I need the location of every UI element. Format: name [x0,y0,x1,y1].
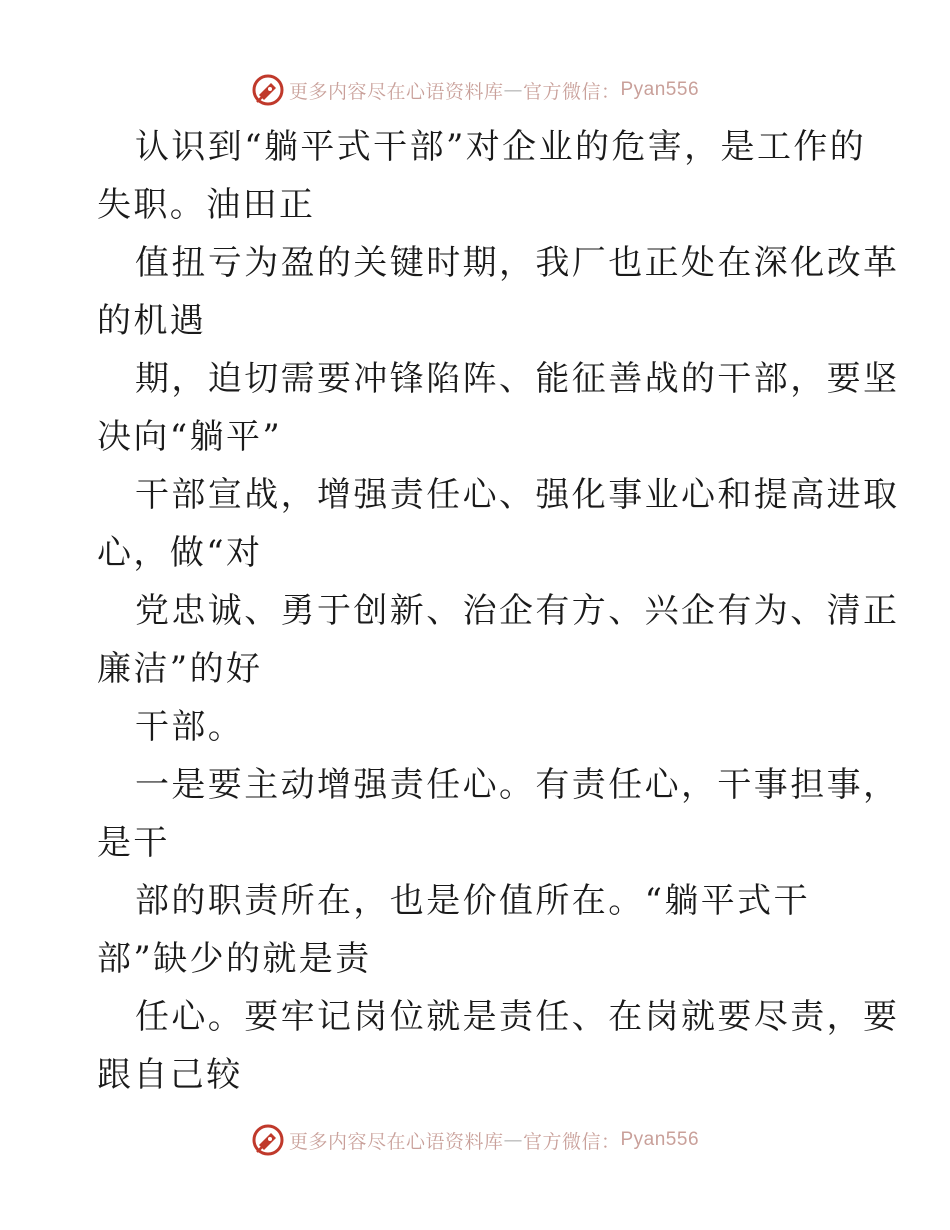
footer-watermark [0,1120,950,1160]
document-body [97,118,900,1104]
text-line: 决向“躺平” [97,417,283,457]
text-line: 部”缺少的就是责 [97,939,372,979]
text-line: 的机遇 [97,301,207,341]
text-line: 跟自己较 [97,1055,243,1095]
watermark-label: 官方微信： [522,1130,621,1153]
watermark-label: 官方微信： [522,80,621,103]
text-line: 干部。 [135,707,245,747]
watermark-separator: — [503,79,523,101]
text-line: 失职。油田正 [97,185,316,225]
text-line: 心，做“对 [97,533,263,573]
text-line: 是干 [97,823,170,863]
text-line: 廉洁”的好 [97,649,263,689]
text-line: 值扭亏为盈的关键时期，我厂也正处在深化改革 [135,243,900,283]
watermark-wechat-id: Pyan556 [620,1129,700,1150]
watermark-separator: — [503,1129,523,1151]
text-line: 期，迫切需要冲锋陷阵、能征善战的干部，要坚 [135,359,900,399]
header-watermark [0,70,950,110]
text-line: 党忠诚、勇于创新、治企有方、兴企有为、清正 [135,591,900,631]
watermark-wechat-id: Pyan556 [620,79,700,100]
text-line: 一是要主动增强责任心。有责任心，干事担事， [135,765,900,805]
text-line: 认识到“躺平式干部”对企业的危害，是工作的 [135,127,867,167]
pen-nib-logo-icon [251,73,285,107]
watermark-title: 更多内容尽在心语资料库 [288,80,504,103]
text-line: 干部宣战，增强责任心、强化事业心和提高进取 [135,475,900,515]
pen-nib-logo-icon [251,1123,285,1157]
text-line: 部的职责所在，也是价值所在。“躺平式干 [135,881,810,921]
watermark-title: 更多内容尽在心语资料库 [288,1130,504,1153]
text-line: 任心。要牢记岗位就是责任、在岗就要尽责，要 [135,997,900,1037]
